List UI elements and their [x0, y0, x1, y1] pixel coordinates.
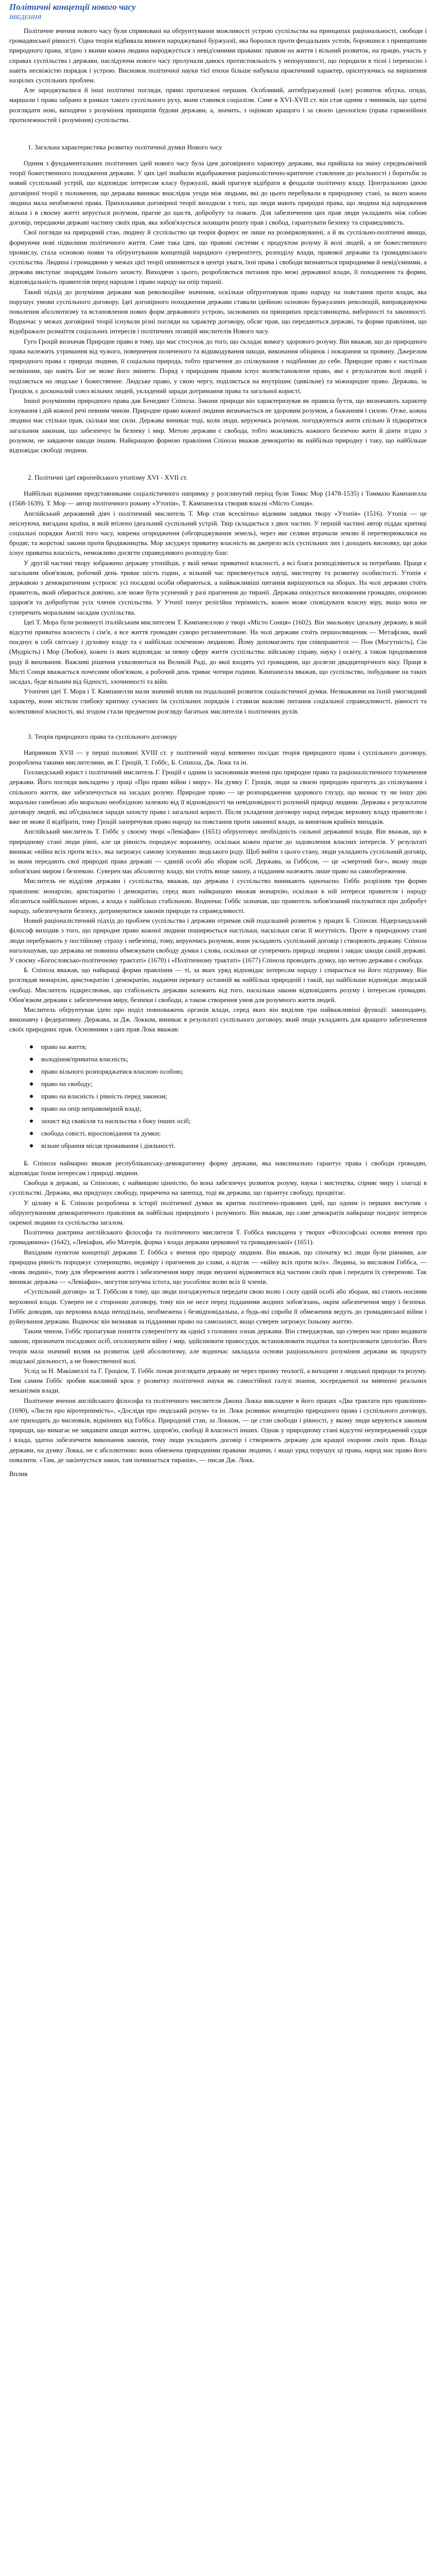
body-paragraph: Новий раціоналістичний підхід до проблем суспільства і держави отримав свій подальший розвиток у працях Б. Спінози. Нідерландський філософ виходив з того, що природне право кожної людини поширюється настільки, наскільки сягає її могутність. Проте в природному стані люди перебувають у постійному страху і небезпеці, тому, керуючись розумом, вони укладають суспільний договір і створюють державу. Спіноза наголошував, що держава не повинна обмежувати свободу думки і слова, оскільки це суперечить природі людини і завдає шкоди самій державі. У своєму «Богословсько-політичному трактаті» (1670) і «Політичному трактаті» (1677) Спіноза проводить думку, що метою держави є свобода.	[9, 917, 427, 964]
body-paragraph: Англійський державний діяч і політичний мислитель Т. Мор став всесвітньо відомим завдяки твору «Утопія» (1516). Утопія — це неіснуюча, вигадана країна, в якій втілено ідеальний суспільний устрій. Твір складається з двох частин. У першій частині автор піддає критиці соціальні порядки Англії того часу, зокрема огородження (обгороджування земель), через яке селяни втрачали землю й перетворювалися на бродяг, та жорстокі закони проти бродяжництва. Мор засуджує приватну власність як джерело всіх суспільних лих і доходить висновку, що доки існує приватна власність, неможливо досягти справедливого розподілу благ.	[9, 509, 427, 557]
section-2	[9, 472, 427, 716]
body-paragraph: Вихідним пунктом концепції держави Т. Гоббса є вчення про природу людини. Він вважав, що спочатку всі люди були рівними, але природна рівність породжує суперництво, недовіру і прагнення до слави, а відтак — «війну всіх проти всіх». Людина, за висловом Гоббса, — «вовк людині», тому для збереження життя і забезпечення миру люди змушені відмовитися від частини своїх прав і передати їх суверенові. Так виникає держава — «Левіафан», могутня штучна істота, що уособлює волю всіх її членів.	[9, 1248, 427, 1286]
body-paragraph: Англійський мислитель Т. Гоббс у своєму творі «Левіафан» (1651) обґрунтовує необхідність сильної державної влади. Він вважав, що в природному стані люди рівні, але ця рівність породжує ворожнечу, оскільки кожен прагне до задоволення власних інтересів. У результаті виникає «війна всіх проти всіх», яка загрожує самому існуванню людського роду. Щоб вийти з цього стану, люди укладають суспільний договір, за яким передають свої природні права державі — єдиній особі або зборам осіб. Держава, за Гоббсом, — це «смертний бог», якому люди зобов'язані миром і безпекою. Суверен має абсолютну владу, він стоїть вище закону, а підданим належить лише право на самозбереження.	[9, 827, 427, 875]
body-paragraph: Утопічні ідеї Т. Мора і Т. Кампанелли мали значний вплив на подальший розвиток соціалістичної думки. Незважаючи на їхній умоглядний характер, вони містили глибоку критику сучасних їм суспільних порядків і ставили важливі питання соціальної справедливості, рівності та колективної власності, які згодом стали предметом розгляду багатьох мислителів і політичних рухів.	[9, 687, 427, 715]
body-paragraph: Гуго Гроцій визначав Природне право в тому, що має стосунок до того, що складає вимогу здорового розуму. Він вважав, що до природного права належить утримання від чужого, повернення позиченого та відшкодування шкоди, виконання обіцянок і покарання за провину. Джерелом природного права є природа людини, її соціальна природа, тобто прагнення до спілкування з подібними до себе. Природне право є настільки незмінним, що навіть Бог не може його змінити. Поряд з природним правом існує волевстановлене право, яке є результатом волі людей і поділяється на людське і божественне. Людське право, у свою чергу, поділяється на внутрішнє (цивільне) та міжнародне право. Держава, за Гроцієм, є досконалий союз вільних людей, укладений заради дотримання права та загальної користі.	[9, 337, 427, 395]
section-heading: 3. Теорія природного права та суспільного договору	[28, 732, 178, 740]
body-paragraph: Мислитель не відділяв держави і суспільства, вважав, що держава і суспільство виникають одночасно. Гоббс розрізняв три форми правління: монархію, аристократію і демократію, серед яких найкращою вважав монархію, оскільки в ній інтереси правителя і народу збігаються найбільшою мірою, а влада є найбільш стабільною. Водночас Гоббс зазначав, що правитель зобов'язаний піклуватися про добробут народу, забезпечувати безпеку, дотримуватися законів природи та справедливості.	[9, 877, 427, 915]
intro-section	[9, 26, 427, 125]
section-heading: 1. Загальна характеристика розвитку політичної думки Нового часу	[28, 143, 222, 151]
body-paragraph: Напрямком XVII — у перші половині XVIII ст. у політичній науці впевнено посідає теорія природного права і суспільного договору, розроблена такими мислителями, як Г. Гроцій, Т. Гоббс, Б. Спіноза, Дж. Локк та ін.	[9, 748, 427, 766]
body-paragraph: Б. Спіноза вважав, що найкращі форми правління — ті, за яких уряд відповідає інтересам народу і спирається на його підтримку. Він розглядав монархію, аристократію і демократію, надаючи перевагу останній як найбільш природній і такій, що найбільше відповідає людській свободі. Мислитель підкреслював, що стабільність держави залежить від того, наскільки закони відповідають розуму і інтересам громадян. Обов'язком держави є забезпечення миру, безпеки і свободи, а також створення умов для розумного життя людей.	[9, 966, 427, 1004]
section-heading: 2. Політичні ідеї європейського утопізму XVI - XVII ст.	[28, 473, 188, 482]
bullet-item: захист від свавілля та насильства з боку інших осіб;	[30, 1116, 427, 1126]
body-paragraph: Свої погляди на природний стан, людину й суспільство ця теорія формує не лише на розмірковуванні, а й як суспільно-політичні явища, формуючи нові підвалини політичного життя. Саме така ідея, що правові системи є продуктом розуму й волі людей, а не божественного промислу, стала основою появи та обґрунтування концепцій народного суверенітету, розподілу влади, правової держави та громадянського суспільства. Людина і громадянин у межах цієї теорії опиняються в центрі уваги, їхні права і свободи визнаються природними й невід'ємними, а держава виступає знаряддям їхнього захисту. Виходячи з цього, розробляється питання про межі державної влади, її походження та форми, відповідальність правителів перед народом і право народу на опір тиранії.	[9, 228, 427, 286]
body-paragraph: «Суспільний договір» за Т. Гоббсом в тому, що люди погоджуються передати свою волю і силу одній особі або зборам, які стають носіями верховної влади. Суверен не є стороною договору, тому він не несе перед підданими жодних зобов'язань, окрім забезпечення миру і безпеки. Гоббс доводив, що верховна влада неподільна, необмежена і безвідповідальна, а будь-які спроби її обмеження ведуть до громадянської війни і руйнування держави. Водночас він визнавав за підданими право на самозахист, якщо суверен загрожує їхньому життю.	[9, 1287, 427, 1325]
section-1	[9, 142, 427, 455]
page-subtitle: ВВЕДЕННЯ	[9, 13, 42, 21]
footer-label: Вплив	[9, 1469, 28, 1478]
body-paragraph: Такий підхід до розуміння держави мав революційне значення, оскільки обґрунтовував право народу на повстання проти влади, яка порушує умови суспільного договору. Ідеї договірного походження держави ставали ідейною основою буржуазних революцій, виправдовуючи повалення абсолютизму та встановлення нових форм державного устрою, заснованих на принципах представництва, виборності та законності. Водночас у межах договірної теорії існували різні погляди на характер договору, обсяг прав, що передаються державі, та форми правління, що відображало розмаїття соціальних інтересів і політичних позицій мислителів Нового часу.	[9, 287, 427, 335]
bullet-item: право на власність і рівність перед законом;	[30, 1091, 427, 1101]
body-paragraph: У другій частині твору зображено державу утопійців, у якій немає приватної власності, а всі блага розподіляються за потребами. Праця є загальним обов'язком, робочий день триває шість годин, а вільний час присвячується науці, мистецтву та розвитку особистості. Утопія є державою з демократичним устроєм: усі посадові особи обираються, а найважливіші питання вирішуються на зборах. На чолі держави стоїть правитель, який обирається довічно, але може бути усунений у разі прагнення до тиранії. Держава опікується вихованням громадян, охороною здоров'я та добробутом усіх членів суспільства. У Утопії панує релігійна терпимість, кожен може сповідувати власну віру, якщо вона не суперечить моральним засадам суспільства.	[9, 558, 427, 616]
bullet-item: право на життя;	[30, 1042, 427, 1052]
body-paragraph: Мислитель обґрунтував ідею про поділ повноважень органів влади, серед яких він виділив три найважливіші функції: законодавчу, виконавчу і федеративну. Держава, за Дж. Локком, виникає в результаті суспільного договору, який люди укладають для кращого забезпечення своїх природних прав. Основними з цих прав Локк вважав:	[9, 1006, 427, 1033]
body-paragraph: Голландський юрист і політичний мислитель Г. Гроцій є одним із засновників вчення про природне право та раціоналістичного тлумачення держави. Його погляди викладено у праці «Про право війни і миру». На думку Г. Гроція, люди за своєю природою прагнуть до спілкування і спільного життя, яке забезпечується на засадах розуму. Природне право — це розпорядження здорового глузду, що визнає ту чи іншу дію морально ганебною або морально необхідною залежно від її відповідності чи невідповідності розумній природі людини. Держава є результатом договору людей, які об'єдналися заради захисту права і загальної користі. Після укладення договору народ передає верховну владу правителю і вже не може її відібрати, тому Гроцій заперечував право народу на повстання проти законної влади, за винятком крайніх випадків.	[9, 768, 427, 826]
intro-paragraph: Політичне вчення нового часу були спрямовані на обґрунтування можливості устрою суспільства на принципах раціональності, свободи і громадянської рівності. Одна теорія відбивала вимоги народжуваної буржуазії, яка боролася проти феодальних устоїв, боровшися з принципами природного права, згідно з якими кожна людина народжується з невід'ємними правами: правом на життя і вільний розвиток, на працю, участь у справах суспільства і держави, наслідуючи нового часу пролунали давоєх протистояльність у непорушності, що породили в тісні і переносно і навіть несвіжістю порядок і устрою. Висновок політичної науки тієї епохи більше набувала практичний характер, орієнтуючись на вирішення назрілих суспільних проблем.	[9, 27, 427, 84]
body-paragraph: Ідеї Т. Мора були розвинуті італійським мислителем Т. Кампанеллою у творі «Місто Сонця» (1602). Він змальовує ідеальну державу, в якій відсутні приватна власність і сім'я, а все життя громадян суворо регламентоване. На чолі держави стоїть першосвященик — Метафізик, який поєднує в собі світську і духовну владу та є найбільш освіченою людиною. Йому допомагають три співправителі — Пон (Могутність), Сін (Мудрість) і Мор (Любов), кожен із яких відповідає за певну сферу життя суспільства: військову справу, науку і освіту, а також продовження роду й виховання. Важливі рішення ухвалюються на Великій Раді, до якої входять усі громадяни, що досягли двадцятирічного віку. Праця в Місті Сонця вважається почесним обов'язком, а робочий день триває чотири години. Кампанелла вважав, що суспільство, побудоване на таких засадах, буде вільним від бідності, злочинності та війн.	[9, 618, 427, 685]
bullet-item: володіння/приватна власність;	[30, 1054, 427, 1064]
body-paragraph: Політичне вчення англійського філософа та політичного мислителя Джона Локка викладене в його працях «Два трактати про правління» (1690), «Листи про віротерпимість», «Досліди про людський розум» та ін. Локк розвиває концепцію природного права і суспільного договору, але приходить до висновків, відмінних від Гоббса. Природний стан, за Локком, — це стан свободи і рівності, у якому люди керуються законом природи, що вимагає не завдавати шкоди життю, здоров'ю, свободі й власності інших. Однак у природному стані відсутні неупереджений суддя і влада, здатна забезпечити виконання законів, тому люди укладають договір і створюють державу для кращої охорони своїх прав. Влада держави, на думку Локка, не є абсолютною: вона обмежена природними правами людини, і якщо уряд порушує ці права, народ має право його повалити. «Там, де закінчується закон, там починається тиранія», — писав Дж. Локк.	[9, 1396, 427, 1464]
rights-bullet-list	[9, 1042, 427, 1151]
body-paragraph: Услід за Н. Макіавеллі та Г. Гроцієм, Т. Гоббс почав розглядати державу не через призму теології, а виходячи з людської природи та розуму. Тим самим Гоббс зробив важливий крок у розвитку політичної науки як самостійної галузі знання, зосередженої на вивченні реальних механізмів влади.	[9, 1366, 427, 1395]
body-paragraph: Політична доктрина англійського філософа та політичного мислителя Т. Гоббса викладена у творах «Філософські основи вчення про громадянина» (1642), «Левіафан, або Матерія, форма і влада держави церковної та громадянської» (1651).	[9, 1228, 427, 1246]
body-paragraph: Таким чином, Гоббс пропагував поняття суверенітету як однієї з головних ознак держави. Він стверджував, що суверен має право видавати закони, призначати посадових осіб, оголошувати війну і мир, здійснювати правосуддя, встановлювати податки та контролювати ідеологію. Його теорія мала значний вплив на розвиток ідей абсолютизму, але водночас закладала основи раціонального розуміння держави як продукту людської діяльності, а не божественної волі.	[9, 1327, 427, 1365]
body-paragraph: Найбільш відомими представниками соціалістичного напрямку у розглянутий період були Томас Мор (1478-1535) і Томмазо Кампанелла (1568-1639). Т. Мор — автор політичного роману «Утопія», Т. Кампанелла створив власні «Місто Сонця».	[9, 489, 427, 507]
body-paragraph: Б. Спіноза наймарно вважав республіканську-демократичну форму держави, яка максимально гарантує права і свободи громадян, відповідає їхнім інтересам і природі людини.	[9, 1159, 427, 1177]
section-3	[9, 732, 427, 1465]
body-paragraph: У цілому в Б. Спінози розроблена в історії політичної думки як критик політично-правових ідей, що одним із перших виступив з обґрунтуванням демократичного правління як найбільш природного і розумного. Він вважав, що саме демократія найкраще поєднує інтереси окремої людини та суспільства загалом.	[9, 1198, 427, 1226]
body-paragraph: Свобода в державі, за Спінозою, є найвищою цінністю, бо вона забезпечує розвиток розуму, науки і мистецтва, сприяє миру і злагоді в суспільстві. Держава, яка придушує свободу, приречена на занепад, тоді як держава, що гарантує свободу, процвітає.	[9, 1179, 427, 1197]
body-paragraph: Іншої розумінням природного права дав Бенедикт Спіноза. Закони природи він характеризував як правила буття, що визначають характер існування і дій кожної речі певним чином. Природне право кожної людини визначається не здоровим розумом, а бажанням і силою. Отже, кожна людина має стільки прав, скільки має сили. Держава виникає тоді, коли люди, керуючись розумом, погоджуються жити спільно й підкорятися загальним законам, що забезпечує їм безпеку і мир. Метою держави є свобода, тобто можливість кожного безпечно жити й діяти згідно з розумом, не завдаючи шкоди іншим. Найкращою формою правління Спіноза вважав демократію як найбільш природну і таку, що найбільше відповідає свободі людини.	[9, 396, 427, 454]
bullet-item: право вільного розпоряджатися власною особою;	[30, 1066, 427, 1077]
bullet-item: право на свободу;	[30, 1079, 427, 1089]
body-paragraph: Одним з фундаментальних політичних ідей нового часу була ідея договірного характеру держави, яка прийшла на зміну середньовічній теорії божественного походження держави. У цих ідеї знайшли відображення раціоналістично-критичне ставлення до реальності і боротьби за новий суспільний устрій, що відповідає інтересам класу буржуазії, який прагнув відібрати в феодалів політичну владу. Центральною ідеєю договірної теорії є положення, що держава виникає внаслідок угоди між людьми, які до цього перебували в природному стані, за якого кожна людина мала необмежені права. Прихильники договірної теорії виходили з того, що люди мають природні права, що людина від народження вільна і в своєму житті керується розумом, прагне до щастя, добробуту та поваги. Для забезпечення цих прав люди укладають між собою договір, передаючи державі частину своїх прав, яка зобов'язується захищати решту прав і свобод, гарантувати безпеку та справедливість.	[9, 159, 427, 227]
bullet-item: право на опір неправомірній владі;	[30, 1104, 427, 1114]
bullet-item: вільне обрання місця проживання і діяльності.	[30, 1141, 427, 1151]
intro-paragraph: Але зароджувалися й інші політичні погляди, прямо протилежні першим. Особливий, антибуржуазний (але) розвиток яблука, огида, маршали і права забрано в рамках такого суспільного руху, яким ставився соціалізм. Саме в XVI-XVII ст. він став одним з чинників, що здатні розглядати нові, виходячи з розуміння принципів будови держави, а, значить, з оцінкою кращого і за своєю ідеологією (права гармонійних протилежностей і розуміння) суспільства.	[9, 86, 427, 124]
page-title: Політичні концепції нового часу	[9, 2, 136, 12]
bullet-item: свобода совісті, віросповідання та думки;	[30, 1128, 427, 1139]
